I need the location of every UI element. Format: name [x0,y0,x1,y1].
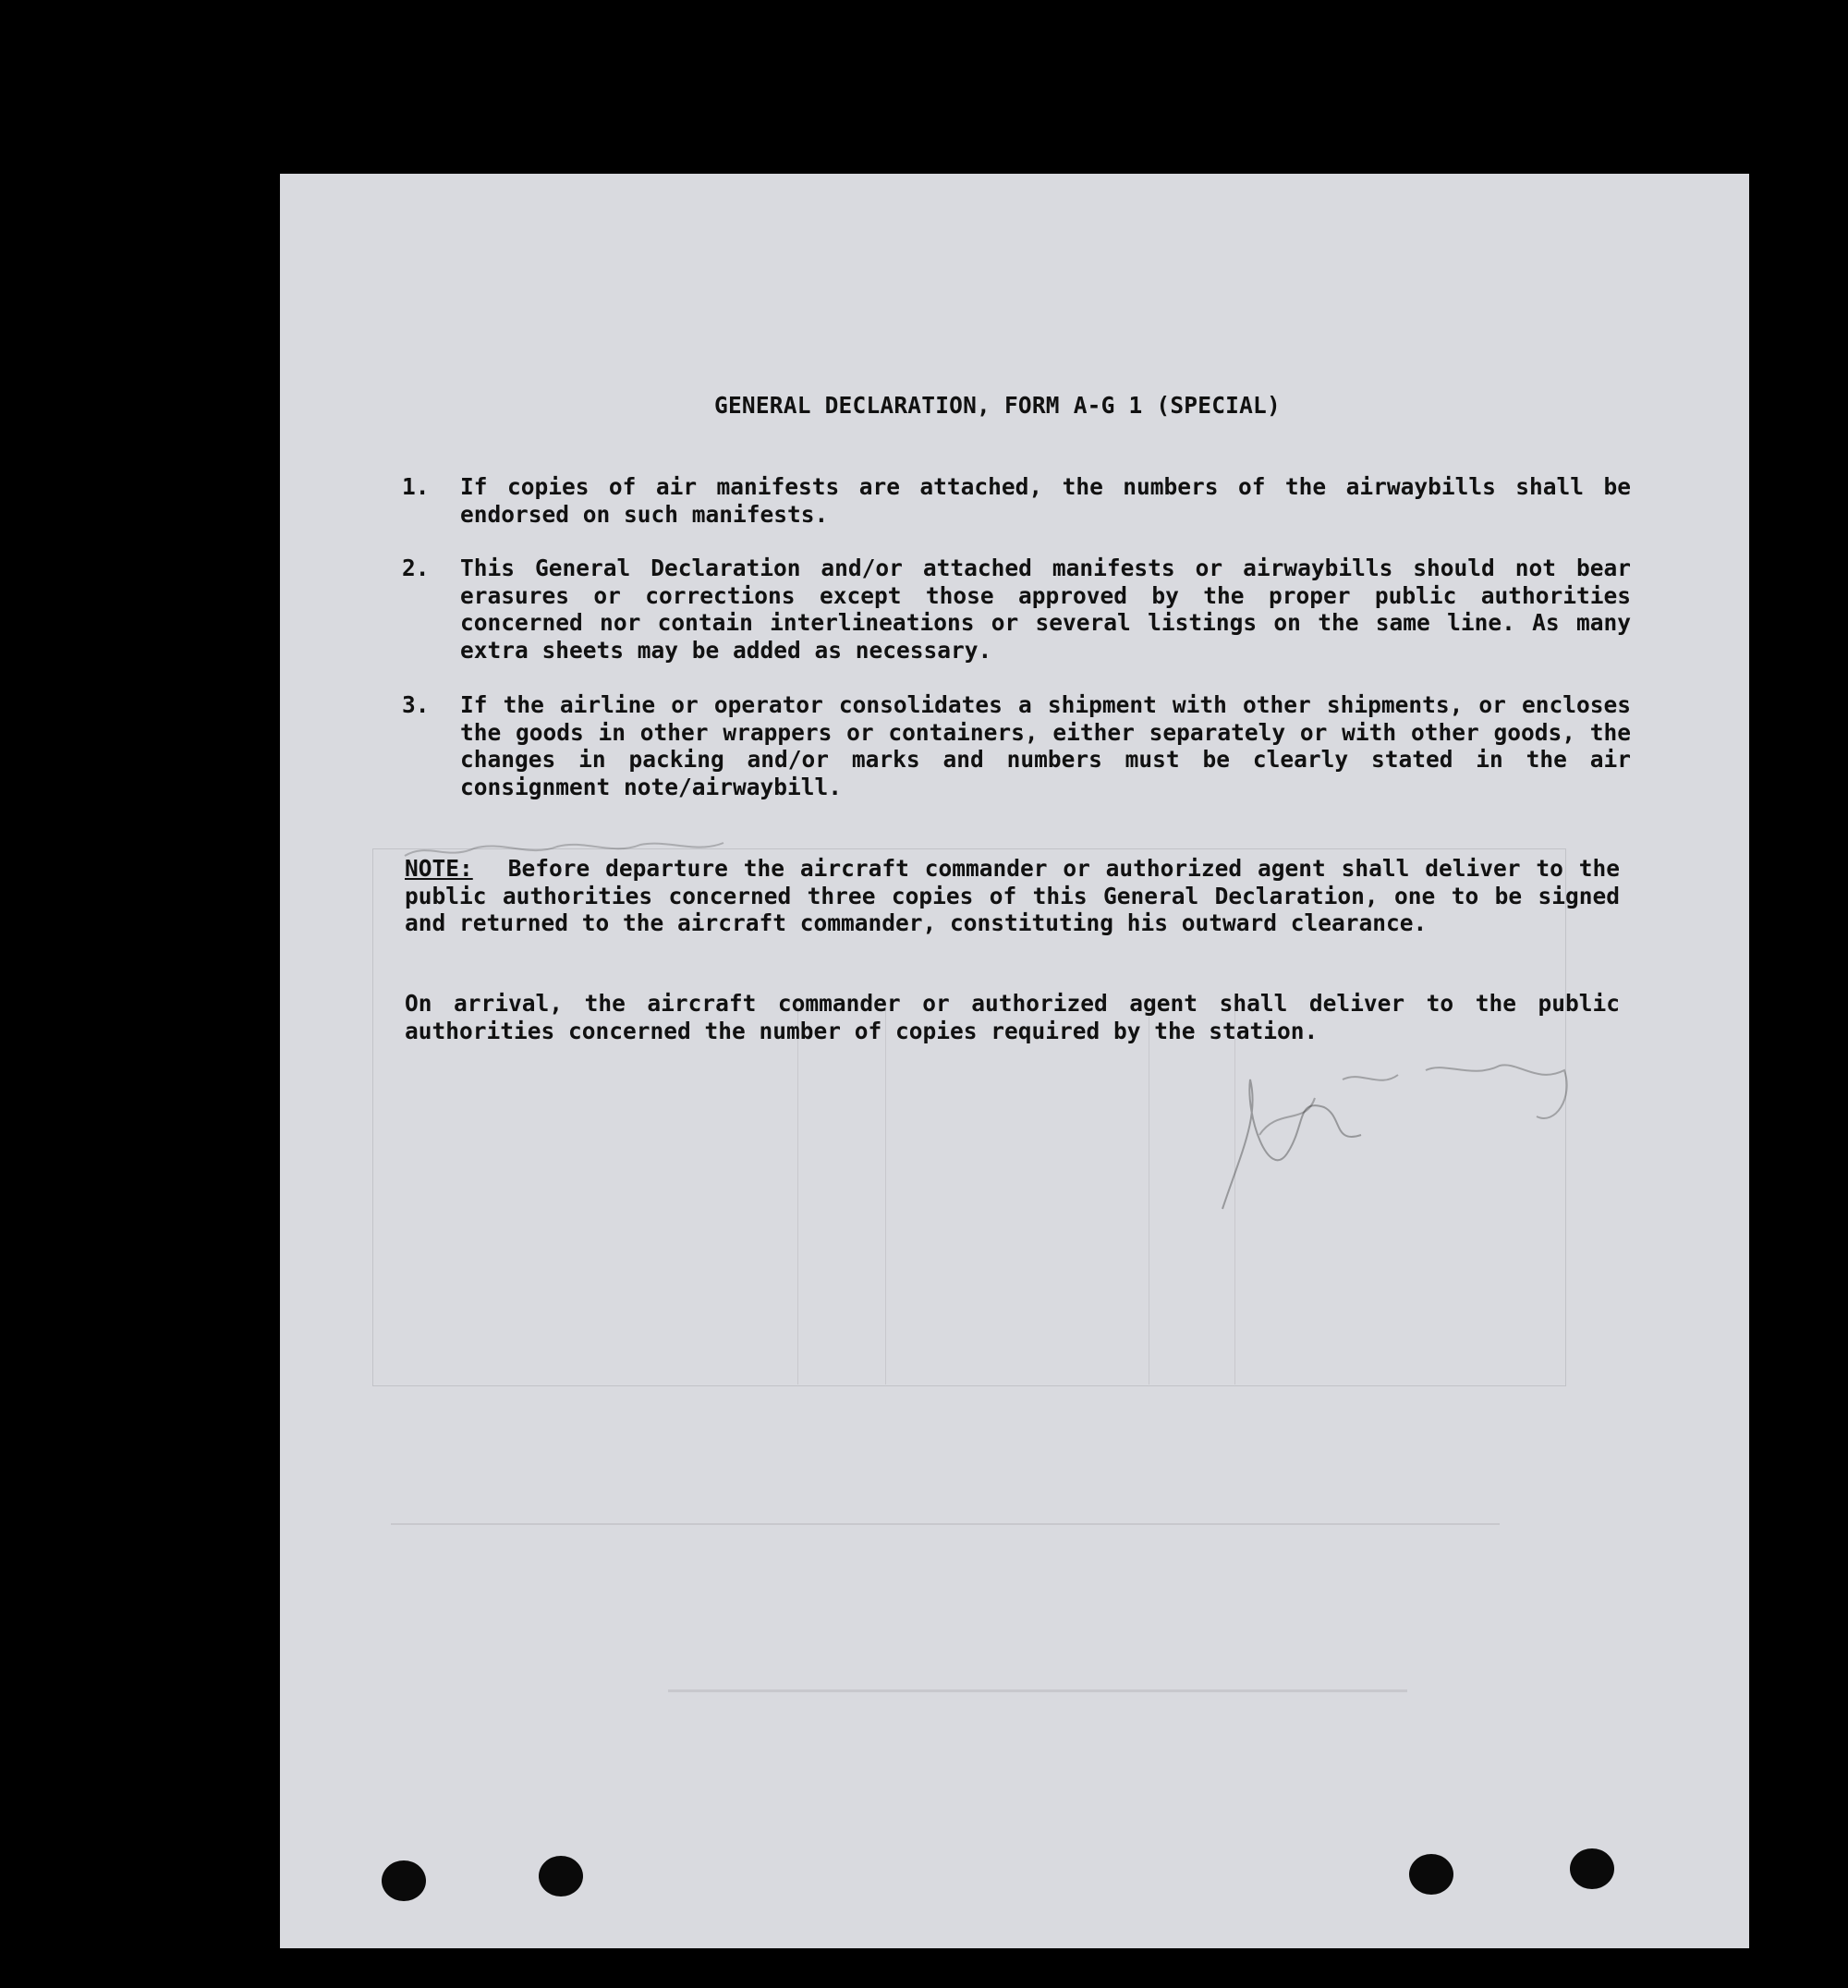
list-item [402,473,1631,528]
bleed-through-column [885,1006,886,1384]
faint-annotation [400,837,733,865]
item-text: If copies of air manifests are attached, the numbers of the airwaybills shall be endorsed on such manifests. [460,473,1631,528]
bleed-through-column [797,1006,798,1384]
item-number: 1. [402,473,430,500]
bleed-through-rule [668,1689,1407,1692]
item-text: If the airline or operator consolidates a shipment with other shipments, or encloses the goods in other wrappers or containers, either separately or with other goods, the changes in packing and/or marks and numbers must be clearly stated in the air consignment note/airwaybill. [460,691,1631,800]
handwritten-signature [1204,1043,1601,1246]
item-number: 2. [402,555,430,581]
punch-hole [1570,1848,1614,1889]
item-text: This General Declaration and/or attached manifests or airwaybills should not bear erasures or corrections except those approved by the proper public authorities concerned nor contain interlineations or several listings on the same line. As many extra sheets may be added as necessary. [460,555,1631,664]
document-page [280,174,1749,1948]
arrival-paragraph: On arrival, the aircraft commander or authorized agent shall deliver to the public authorities concerned the number of copies required by the station. [405,990,1620,1044]
bleed-through-rule [391,1523,1500,1525]
punch-hole [382,1860,426,1901]
page-title: GENERAL DECLARATION, FORM A-G 1 (SPECIAL) [714,392,1281,419]
list-item [402,555,1631,664]
item-number: 3. [402,691,430,718]
punch-hole [1409,1854,1453,1895]
note-paragraph [405,855,1620,937]
list-item [402,691,1631,800]
note-text: Before departure the aircraft commander or authorized agent shall deliver to the public authorities concerned three copies of this General Declaration, one to be signed and returned to the aircraft commander, constituting his outward clearance. [405,855,1620,936]
note-label: NOTE: [405,855,473,882]
punch-hole [539,1856,583,1897]
